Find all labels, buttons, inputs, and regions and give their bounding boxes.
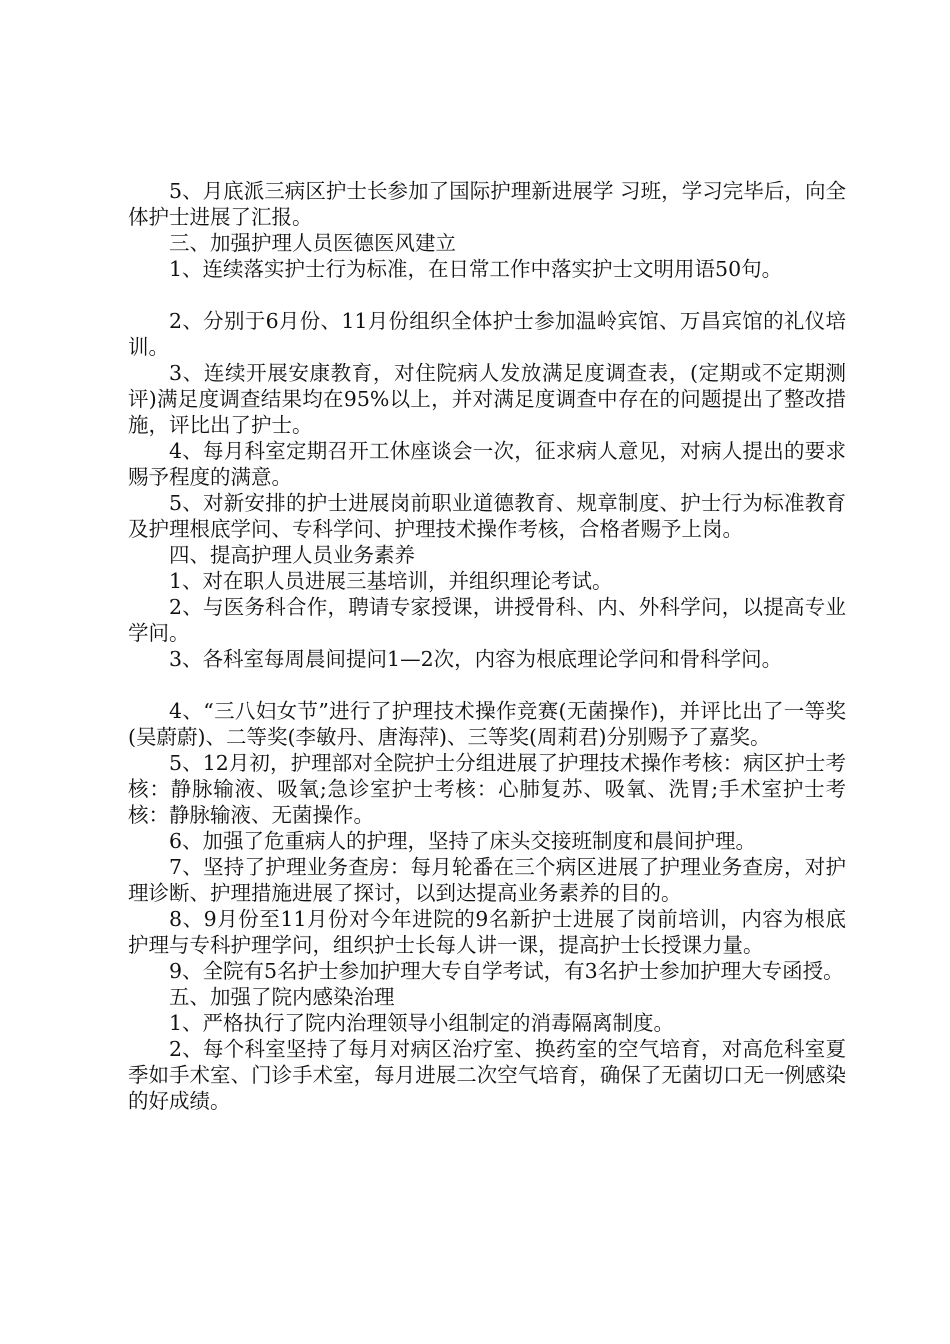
paragraph: 5、对新安排的护士进展岗前职业道德教育、规章制度、护士行为标准教育及护理根底学问、专科学问、护理技术操作考核，合格者赐予上岗。 (128, 491, 846, 541)
paragraph: 7、坚持了护理业务查房：每月轮番在三个病区进展了护理业务查房，对护理诊断、护理措施进展了探讨，以到达提高业务素养的目的。 (128, 855, 846, 905)
document-body (128, 178, 846, 1114)
section-heading: 四、提高护理人员业务素养 (169, 543, 415, 567)
paragraph: 2、与医务科合作，聘请专家授课，讲授骨科、内、外科学问，以提高专业学问。 (128, 595, 846, 645)
paragraph: 2、分别于6月份、11月份组织全体护士参加温岭宾馆、万昌宾馆的礼仪培训。 (128, 309, 846, 359)
section-heading: 三、加强护理人员医德医风建立 (169, 231, 456, 255)
paragraph: 1、对在职人员进展三基培训，并组织理论考试。 (169, 569, 613, 593)
paragraph: 2、每个科室坚持了每月对病区治疗室、换药室的空气培育，对高危科室夏季如手术室、门诊手术室，每月进展二次空气培育，确保了无菌切口无一例感染的好成绩。 (128, 1037, 846, 1113)
paragraph: 9、全院有5名护士参加护理大专自学考试，有3名护士参加护理大专函授。 (169, 959, 844, 983)
paragraph: 4、“三八妇女节”进行了护理技术操作竞赛(无菌操作)，并评比出了一等奖(吴蔚蔚)、二等奖(李敏丹、唐海萍)、三等奖(周莉君)分别赐予了嘉奖。 (128, 699, 846, 749)
section-heading: 五、加强了院内感染治理 (169, 985, 395, 1009)
paragraph: 5、12月初，护理部对全院护士分组进展了护理技术操作考核：病区护士考核：静脉输液、吸氧;急诊室护士考核：心肺复苏、吸氧、洗胃;手术室护士考核：静脉输液、无菌操作。 (128, 751, 846, 827)
paragraph: 1、连续落实护士行为标准，在日常工作中落实护士文明用语50句。 (169, 257, 783, 281)
paragraph: 4、每月科室定期召开工休座谈会一次，征求病人意见，对病人提出的要求赐予程度的满意。 (128, 439, 846, 489)
paragraph: 5、月底派三病区护士长参加了国际护理新进展学 习班，学习完毕后，向全体护士进展了汇报。 (128, 179, 846, 229)
paragraph: 3、各科室每周晨间提问1—2次，内容为根底理论学问和骨科学问。 (169, 647, 783, 671)
paragraph: 3、连续开展安康教育，对住院病人发放满足度调查表，(定期或不定期测评)满足度调查结果均在95%以上，并对满足度调查中存在的问题提出了整改措施，评比出了护士。 (128, 361, 846, 437)
paragraph: 8、9月份至11月份对今年进院的9名新护士进展了岗前培训，内容为根底护理与专科护理学问，组织护士长每人讲一课，提高护士长授课力量。 (128, 907, 846, 957)
paragraph: 6、加强了危重病人的护理，坚持了床头交接班制度和晨间护理。 (169, 829, 757, 853)
paragraph: 1、严格执行了院内治理领导小组制定的消毒隔离制度。 (169, 1011, 675, 1035)
